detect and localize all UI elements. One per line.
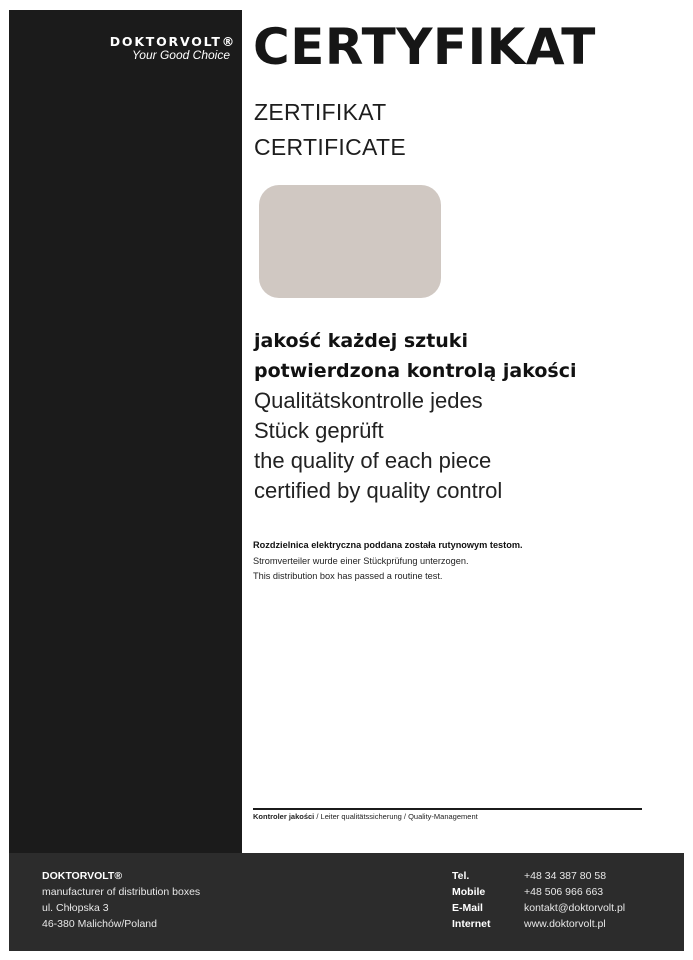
contact-label: Tel. (452, 870, 470, 882)
signature-caption (253, 812, 478, 821)
signature-label-bold: Kontroler jakości (253, 812, 315, 821)
footer-company-description: manufacturer of distribution boxes (42, 886, 201, 898)
quality-english-line-2: certified by quality control (254, 478, 503, 503)
footer-street: ul. Chłopska 3 (42, 902, 109, 914)
quality-polish-line-2: potwierdzona kontrolą jakości (254, 360, 577, 382)
product-photo-placeholder (259, 185, 441, 298)
brand-logo (40, 34, 236, 62)
quality-english-line-1: the quality of each piece (254, 448, 492, 473)
routine-test-english: This distribution box has passed a routine test. (253, 571, 443, 581)
signature-line (253, 808, 642, 810)
brand-tagline: Your Good Choice (131, 48, 230, 62)
email-link[interactable]: kontakt@doktorvolt.pl (524, 902, 626, 914)
company-address (42, 868, 200, 932)
certificate-title-english: CERTIFICATE (254, 134, 406, 160)
contact-label: Mobile (452, 886, 486, 898)
routine-test-statement (253, 538, 523, 585)
certificate-title: CERTYFIKAT (253, 18, 596, 76)
contact-label: Internet (452, 918, 491, 930)
left-black-sidebar (9, 10, 242, 853)
quality-polish-line-1: jakość każdej sztuki (254, 330, 468, 352)
website-link[interactable]: www.doktorvolt.pl (524, 918, 606, 930)
phone-number[interactable]: +48 34 387 80 58 (524, 870, 607, 882)
quality-german-line-2: Stück geprüft (254, 418, 384, 443)
quality-statement (254, 326, 577, 506)
brand-name: DOKTORVOLT® (109, 34, 236, 49)
quality-german-line-1: Qualitätskontrolle jedes (254, 388, 483, 413)
routine-test-german: Stromverteiler wurde einer Stückprüfung unterzogen. (253, 555, 469, 566)
routine-test-polish: Rozdzielnica elektryczna poddana została rutynowym testom. (253, 540, 523, 550)
contact-label: E-Mail (452, 902, 483, 914)
certificate-title-german: ZERTIFIKAT (254, 99, 387, 125)
footer-bar (9, 853, 684, 951)
footer-city: 46-380 Malichów/Poland (42, 918, 157, 930)
signature-label-rest: / Leiter qualitätssicherung / Quality-Management (314, 812, 478, 821)
mobile-number[interactable]: +48 506 966 663 (524, 886, 604, 898)
footer-company-name: DOKTORVOLT® (42, 870, 123, 882)
